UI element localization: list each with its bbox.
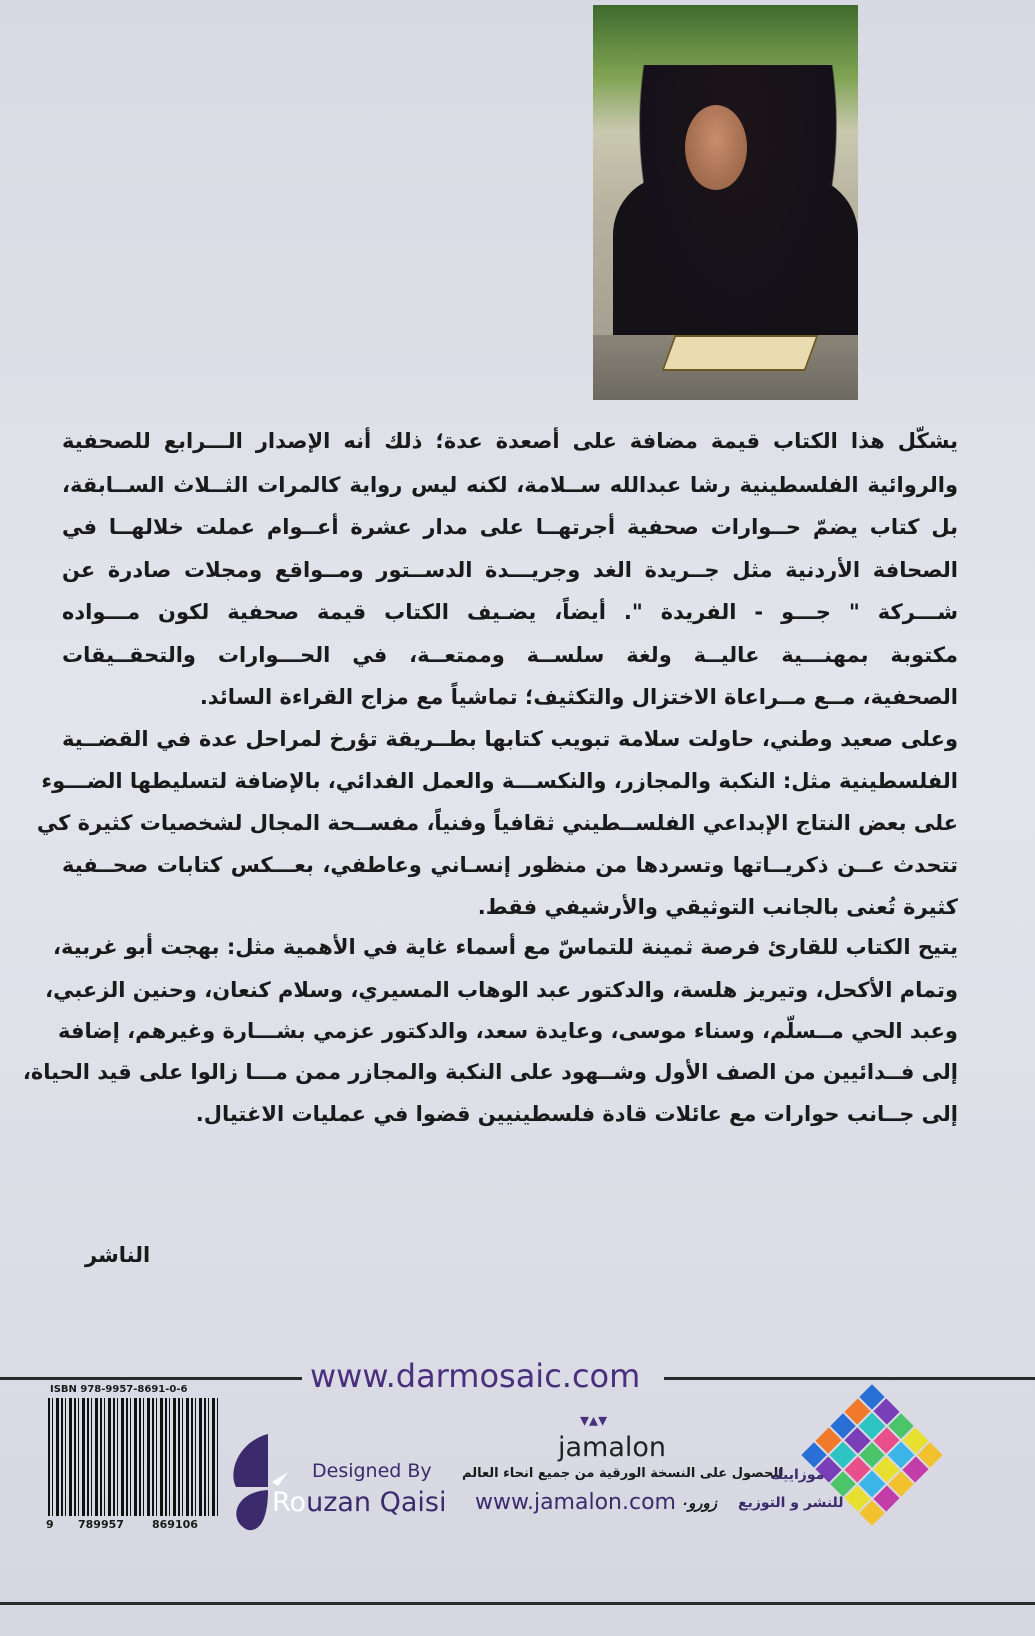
isbn-text: ISBN 978-9957-8691-0-6	[50, 1384, 188, 1395]
jamalon-link[interactable]: www.jamalon.com	[475, 1490, 676, 1515]
blurb-line: الفلسطينية مثل: النكبة والمجازر، والنكســـة والعمل الفدائي، بالإضافة لتسليطها الضـــوء	[41, 769, 958, 793]
divider	[664, 1377, 1035, 1380]
barcode-digit: 9	[46, 1518, 54, 1531]
blurb-line: تتحدث عــن ذكريــاتها وتسردها من منظور إنسـاني وعاطفي، بعـــكس كتابات صحــفية	[62, 853, 958, 877]
blurb-line: والروائية الفلسطينية رشا عبدالله ســلامة، لكنه ليس رواية كالمرات الثــلاث الســابقة،	[62, 473, 958, 497]
designer-name	[272, 1487, 446, 1518]
jamalon-tagline: للحصول على النسخة الورقية من جميع انحاء العالم	[462, 1466, 784, 1481]
designer-name-part: Ro	[272, 1487, 307, 1518]
jamalon-name: jamalon	[558, 1432, 667, 1463]
barcode-digits: 789957	[78, 1518, 124, 1531]
blurb-line: الصحافة الأردنية مثل جــريدة الغد وجريـــدة الدســتور ومــواقع ومجلات صادرة عن	[62, 558, 958, 582]
blurb-line: وتمام الأكحل، وتيريز هلسة، والدكتور عبد الوهاب المسيري، وسلام كنعان، وحنين الزعبي،	[45, 978, 958, 1002]
publisher-subtitle: للنشر و التوزيع	[738, 1495, 844, 1511]
zoro-label: زورو٠	[680, 1494, 718, 1512]
blurb-line: كثيرة تُعنى بالجانب التوثيقي والأرشيفي فقط.	[477, 895, 958, 919]
blurb-line: شـــركة " جـــو - الفريدة ". أيضاً، يضـيف الكتاب قيمة صحفية لكون مـــواده	[62, 600, 958, 624]
blurb-line: مكتوبة بمهنـــية عاليــة ولغة سلســة وممتعــة، في الحـــوارات والتحقــيقات	[62, 643, 958, 667]
blurb-line: يتيح الكتاب للقارئ فرصة ثمينة للتماسّ مع أسماء غاية في الأهمية مثل: بهجت أبو غربية،	[52, 935, 958, 959]
blurb-line: يشكّل هذا الكتاب قيمة مضافة على أصعدة عدة؛ ذلك أنه الإصدار الـــرابع للصحفية	[62, 429, 958, 453]
blurb-line: بل كتاب يضمّ حــوارات صحفية أجرتهــا على مدار عشرة أعــوام عملت خلالهــا في	[62, 515, 958, 539]
designer-name-part: uzan Qaisi	[306, 1487, 447, 1518]
barcode	[48, 1398, 218, 1516]
blurb-line: وعلى صعيد وطني، حاولت سلامة تبويب كتابها بطــريقة تؤرخ لمراحل عدة في القضــية	[62, 727, 958, 751]
blurb-line: الصحفية، مــع مــراعاة الاختزال والتكثيف؛ تماشياً مع مزاج القراءة السائد.	[199, 685, 958, 709]
blurb-line: على بعض النتاج الإبداعي الفلســطيني ثقافياً وفنياً، مفســحة المجال لشخصيات كثيرة كي	[36, 811, 958, 835]
author-photo	[593, 5, 858, 400]
jamalon-logo-icon: ▾▴▾	[580, 1410, 608, 1431]
publisher-name: موزاييك	[770, 1467, 825, 1483]
barcode-digits: 869106	[152, 1518, 198, 1531]
designer-label: Designed By	[312, 1460, 432, 1482]
book-image	[661, 335, 818, 371]
blurb-line: وعبد الحي مــسلّم، وسناء موسى، وعايدة سعد، والدكتور عزمي بشـــارة وغيرهم، إضافة	[57, 1019, 958, 1043]
blurb-line: إلى فــدائيين من الصف الأول وشــهود على النكبة والمجازر ممن مـــا زالوا على قيد الحياة،	[22, 1060, 958, 1084]
divider	[0, 1377, 302, 1380]
publisher-signature: الناشر	[85, 1243, 151, 1267]
blurb-line: إلى جــانب حوارات مع عائلات قادة فلسطينيين قضوا في عمليات الاغتيال.	[195, 1102, 958, 1126]
divider	[0, 1602, 1035, 1605]
website-link[interactable]: www.darmosaic.com	[310, 1357, 641, 1395]
